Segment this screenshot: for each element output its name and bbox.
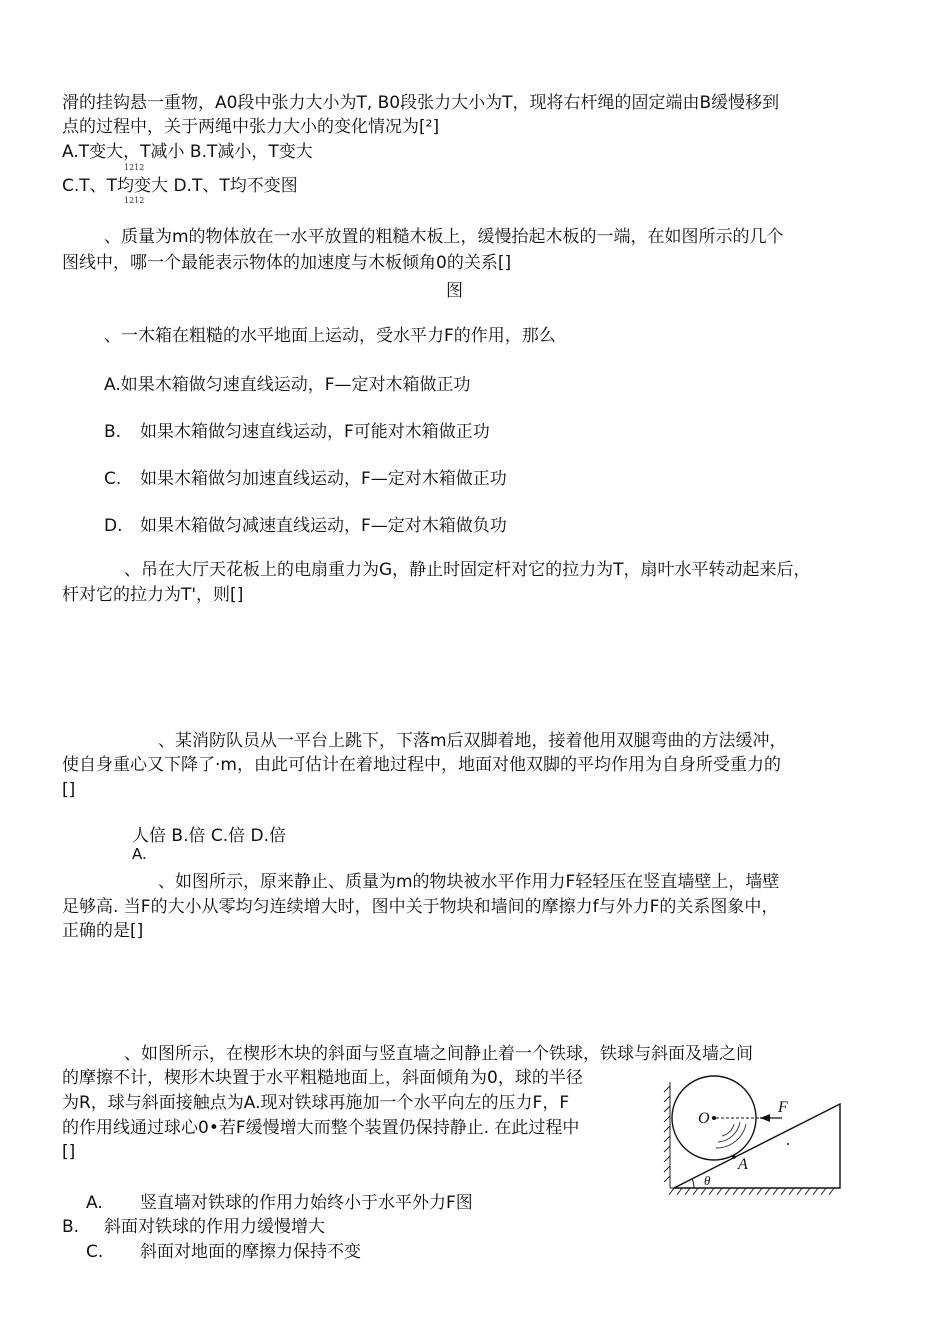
box-option-c-letter: C. <box>104 469 122 489</box>
label-f: F <box>778 1099 788 1116</box>
angle-arc <box>692 1179 694 1188</box>
firefighter-option-a-mark: A. <box>132 845 147 863</box>
label-a: A <box>738 1156 748 1173</box>
ball-question-line-1: 、如图所示，在楔形木块的斜面与竖直墙之间静止着一个铁球，铁球与斜面及墙之间 <box>124 1044 753 1064</box>
ground-hatching <box>669 1188 836 1195</box>
ball-option-c-letter: C. <box>86 1242 104 1262</box>
box-option-c: 如果木箱做匀加速直线运动，F—定对木箱做正功 <box>140 469 507 489</box>
board-figure-label: 图 <box>446 281 463 301</box>
board-question-line-1: 、质量为m的物体放在一水平放置的粗糙木板上，缓慢抬起木板的一端，在如图所示的几个 <box>104 227 784 247</box>
pulley-subscript-top: 1212 <box>124 163 145 172</box>
box-option-b: 如果木箱做匀速直线运动，F可能对木箱做正功 <box>140 422 490 442</box>
pulley-options-cd: C.T、T均变大 D.T、T均不变图 <box>62 176 298 196</box>
wall-block-question-line-2: 足够高. 当F的大小从零均匀连续增大时，图中关于物块和墙间的摩擦力f与外力F的关系图象中， <box>62 897 779 917</box>
wall-block-question-line-1: 、如图所示，原来静止、质量为m的物块被水平作用力F轻轻压在竖直墙壁上，墙壁 <box>158 872 780 892</box>
ball-option-c: 斜面对地面的摩擦力保持不变 <box>140 1242 361 1262</box>
box-option-a: A.如果木箱做匀速直线运动，F—定对木箱做正功 <box>104 375 471 395</box>
ball-option-a-letter: A. <box>86 1193 103 1213</box>
pulley-question-line-1: 滑的挂钩悬一重物，A0段中张力大小为T, B0段张力大小为T，现将右杆绳的固定端由B缓慢移到 <box>62 93 780 113</box>
firefighter-question-line-1: 、某消防队员从一平台上跳下，下落m后双脚着地，接着他用双腿弯曲的方法缓冲， <box>158 731 787 751</box>
ball-question-line-3: 为R，球与斜面接触点为A.现对铁球再施加一个水平向左的压力F，F <box>62 1093 570 1113</box>
label-o: O <box>698 1110 710 1127</box>
ball-question-line-5: [] <box>62 1142 76 1162</box>
firefighter-question-line-2: 使自身重心又下降了·m，由此可估计在着地过程中，地面对他双脚的平均作用为自身所受重力的 <box>62 755 781 775</box>
box-option-d: 如果木箱做匀减速直线运动，F—定对木箱做负功 <box>140 516 507 536</box>
board-question-line-2: 图线中，哪一个最能表示物体的加速度与木板倾角0的关系[] <box>62 253 512 273</box>
ball-shading <box>716 1122 746 1148</box>
label-theta: θ <box>704 1173 711 1188</box>
firefighter-question-line-3: [] <box>62 780 76 800</box>
pulley-question-line-2: 点的过程中，关于两绳中张力大小的变化情况为[²] <box>62 117 440 137</box>
ball-option-b: 斜面对铁球的作用力缓慢增大 <box>104 1217 325 1237</box>
wedge-ball-figure <box>660 1062 850 1202</box>
box-question-stem: 、一木箱在粗糙的水平地面上运动，受水平力F的作用，那么 <box>104 326 556 346</box>
wall-hatching <box>664 1082 670 1188</box>
ball-question-line-2: 的摩擦不计，楔形木块置于水平粗糙地面上，斜面倾角为0，球的半径 <box>62 1068 583 1088</box>
box-option-b-letter: B. <box>104 422 122 442</box>
fan-question-line-2: 杆对它的拉力为T'，则[] <box>62 585 244 605</box>
ball-question-line-4: 的作用线通过球心0•若F缓慢增大而整个装置仍保持静止. 在此过程中 <box>62 1118 580 1138</box>
ball-option-a: 竖直墙对铁球的作用力始终小于水平外力F图 <box>140 1193 473 1213</box>
firefighter-options: 人倍 B.倍 C.倍 D.倍 <box>132 826 287 846</box>
force-arrowhead <box>760 1114 770 1122</box>
ball-option-b-letter: B. <box>62 1217 80 1237</box>
pulley-options-ab: A.T变大，T减小 B.T减小，T变大 <box>62 142 313 162</box>
wall-block-question-line-3: 正确的是[] <box>62 921 144 941</box>
contact-point <box>732 1155 736 1159</box>
box-option-d-letter: D. <box>104 516 123 536</box>
fan-question-line-1: 、吊在大厅天花板上的电扇重力为G，静止时固定杆对它的拉力为T，扇叶水平转动起来后， <box>124 560 811 580</box>
pulley-subscript-bottom: 1212 <box>124 196 145 205</box>
ball-center-dot <box>712 1116 716 1120</box>
